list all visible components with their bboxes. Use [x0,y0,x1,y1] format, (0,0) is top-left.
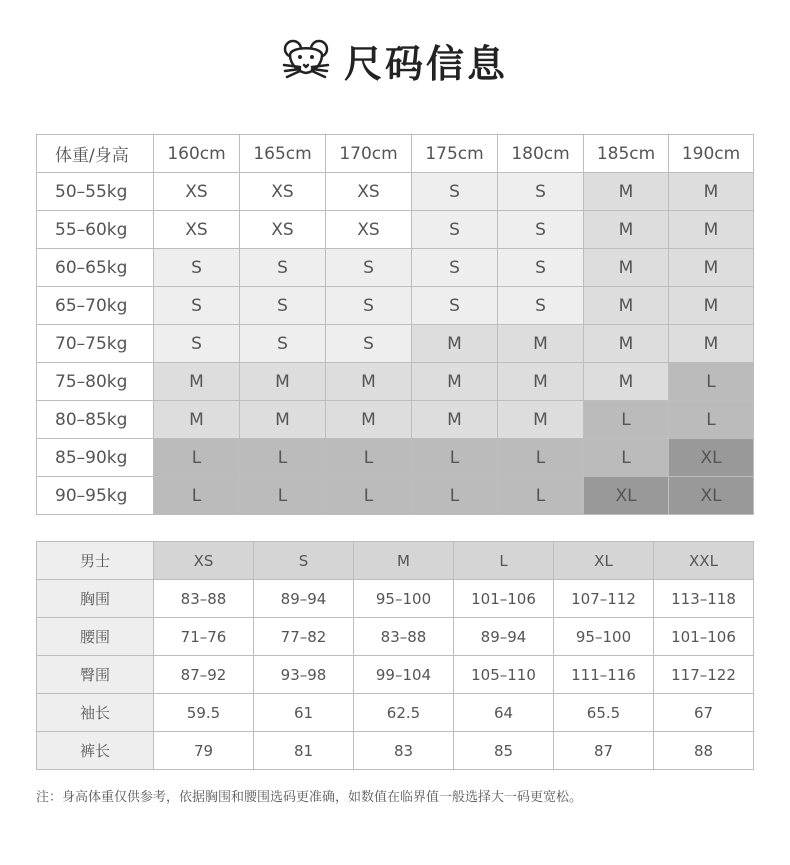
size-cell: XL [584,477,669,515]
measure-cell: 65.5 [554,694,654,732]
table-row [37,249,754,287]
size-cell: L [584,401,669,439]
size-cell: M [584,249,669,287]
size-cell: M [584,287,669,325]
size-cell: M [669,249,754,287]
size-cell: M [584,211,669,249]
measure-cell: 113–118 [654,580,754,618]
table-row [37,211,754,249]
size-header-row [37,135,754,173]
size-cell: XS [240,211,326,249]
measure-cell: 64 [454,694,554,732]
measure-cell: 87 [554,732,654,770]
measure-cell: 117–122 [654,656,754,694]
measure-label: 袖长 [37,694,154,732]
height-header: 190cm [669,135,754,173]
weight-label: 55–60kg [37,211,154,249]
table-row [37,732,754,770]
size-header: XXL [654,542,754,580]
measure-cell: 89–94 [254,580,354,618]
size-cell: S [154,249,240,287]
measure-cell: 99–104 [354,656,454,694]
weight-label: 50–55kg [37,173,154,211]
size-cell: L [240,439,326,477]
size-cell: M [498,325,584,363]
measure-cell: 83 [354,732,454,770]
size-cell: S [326,287,412,325]
size-cell: M [412,363,498,401]
size-cell: S [412,211,498,249]
table-row [37,694,754,732]
measure-cell: 88 [654,732,754,770]
size-cell: M [498,363,584,401]
measure-cell: 62.5 [354,694,454,732]
measure-header-row [37,542,754,580]
size-header: S [254,542,354,580]
size-cell: XS [154,211,240,249]
measure-label: 裤长 [37,732,154,770]
size-note: 注：身高体重仅供参考，依据胸围和腰围选码更准确，如数值在临界值一般选择大一码更宽松。 [36,790,583,805]
size-cell: M [584,173,669,211]
size-cell: XS [154,173,240,211]
table-row [37,287,754,325]
size-cell: M [412,325,498,363]
measure-cell: 77–82 [254,618,354,656]
size-cell: L [154,439,240,477]
size-cell: S [240,325,326,363]
size-cell: M [326,363,412,401]
size-cell: XS [326,173,412,211]
measure-cell: 85 [454,732,554,770]
measure-cell: 95–100 [354,580,454,618]
height-header: 165cm [240,135,326,173]
weight-label: 85–90kg [37,439,154,477]
size-cell: M [669,325,754,363]
size-cell: XS [240,173,326,211]
size-cell: L [669,401,754,439]
corner-label: 男士 [37,542,154,580]
measure-cell: 95–100 [554,618,654,656]
size-cell: S [240,287,326,325]
measure-cell: 83–88 [354,618,454,656]
height-header: 180cm [498,135,584,173]
size-cell: M [326,401,412,439]
size-cell: L [326,439,412,477]
size-cell: L [240,477,326,515]
height-header: 170cm [326,135,412,173]
height-header: 175cm [412,135,498,173]
size-header: XL [554,542,654,580]
table-row [37,401,754,439]
weight-label: 90–95kg [37,477,154,515]
size-cell: M [154,363,240,401]
measure-cell: 71–76 [154,618,254,656]
table-row [37,173,754,211]
height-header: 185cm [584,135,669,173]
size-cell: S [154,287,240,325]
table-row [37,656,754,694]
measure-label: 腰围 [37,618,154,656]
size-cell: L [412,477,498,515]
measure-cell: 107–112 [554,580,654,618]
size-cell: M [240,363,326,401]
table-row [37,325,754,363]
measure-cell: 93–98 [254,656,354,694]
size-cell: S [240,249,326,287]
measure-cell: 111–116 [554,656,654,694]
size-cell: S [412,249,498,287]
size-cell: S [498,173,584,211]
corner-label: 体重/身高 [37,135,154,173]
measure-cell: 83–88 [154,580,254,618]
height-header: 160cm [154,135,240,173]
size-cell: S [498,249,584,287]
page-title: 尺码信息 [343,41,508,86]
measure-cell: 87–92 [154,656,254,694]
size-cell: XS [326,211,412,249]
measure-cell: 67 [654,694,754,732]
size-cell: S [498,211,584,249]
size-header: XS [154,542,254,580]
weight-label: 65–70kg [37,287,154,325]
weight-label: 60–65kg [37,249,154,287]
size-cell: S [326,249,412,287]
measure-cell: 89–94 [454,618,554,656]
size-header: M [354,542,454,580]
size-cell: S [412,173,498,211]
measure-cell: 59.5 [154,694,254,732]
measure-cell: 61 [254,694,354,732]
size-header: L [454,542,554,580]
size-cell: M [584,363,669,401]
size-cell: L [326,477,412,515]
size-cell: L [584,439,669,477]
table-row [37,580,754,618]
size-cell: L [498,477,584,515]
size-cell: M [669,211,754,249]
size-cell: S [498,287,584,325]
table-row [37,618,754,656]
body-measurement-table [36,541,754,770]
size-cell: M [669,287,754,325]
table-row [37,363,754,401]
size-cell: M [412,401,498,439]
measure-cell: 105–110 [454,656,554,694]
size-cell: L [669,363,754,401]
size-cell: M [669,173,754,211]
measure-cell: 79 [154,732,254,770]
size-recommendation-table [36,134,754,515]
weight-label: 70–75kg [37,325,154,363]
table-row [37,477,754,515]
size-cell: M [154,401,240,439]
size-cell: L [498,439,584,477]
size-cell: M [240,401,326,439]
size-cell: S [326,325,412,363]
weight-label: 75–80kg [37,363,154,401]
weight-label: 80–85kg [37,401,154,439]
measure-cell: 101–106 [654,618,754,656]
measure-cell: 101–106 [454,580,554,618]
mouse-icon [282,38,330,82]
size-cell: S [412,287,498,325]
table-row [37,439,754,477]
size-cell: M [498,401,584,439]
size-cell: XL [669,477,754,515]
measure-label: 臀围 [37,656,154,694]
size-cell: L [412,439,498,477]
page-header [0,30,790,90]
size-cell: XL [669,439,754,477]
size-cell: M [584,325,669,363]
size-cell: L [154,477,240,515]
measure-cell: 81 [254,732,354,770]
size-cell: S [154,325,240,363]
measure-label: 胸围 [37,580,154,618]
